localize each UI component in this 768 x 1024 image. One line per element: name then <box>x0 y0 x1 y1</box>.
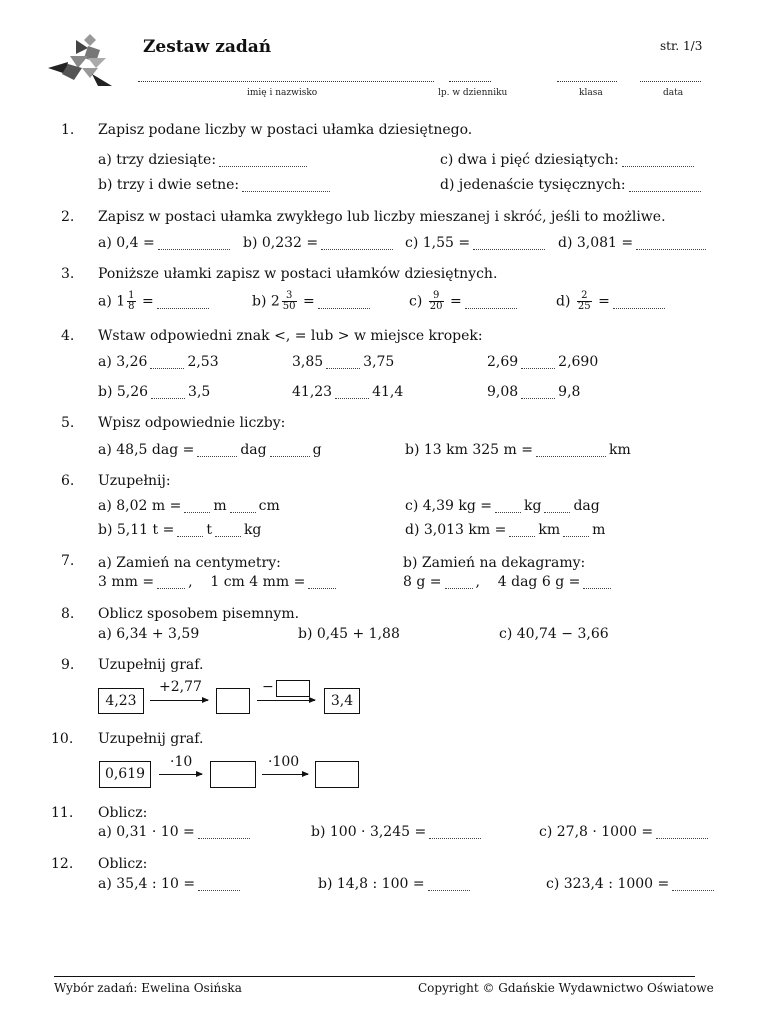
answer-blank[interactable] <box>521 397 555 399</box>
task-4-r1-2: 3,85 3,75 <box>292 354 395 370</box>
task-7a-items: 3 mm = , 1 cm 4 mm = <box>98 574 339 590</box>
task-9-number: 9. <box>61 657 75 673</box>
task-1d: d) jedenaście tysięcznych: <box>440 177 704 193</box>
answer-blank[interactable] <box>151 397 185 399</box>
task-12c: c) 323,4 : 1000 = <box>546 876 717 892</box>
answer-blank[interactable] <box>563 535 589 537</box>
footer-author: Wybór zadań: Ewelina Osińska <box>54 981 242 995</box>
task-8a: a) 6,34 + 3,59 <box>98 626 200 642</box>
answer-blank[interactable] <box>157 307 209 309</box>
name-field-line[interactable] <box>138 81 434 82</box>
register-number-field-label: lp. w dzienniku <box>438 88 508 98</box>
answer-blank[interactable] <box>270 455 310 457</box>
task-4-number: 4. <box>61 328 75 344</box>
task-1c: c) dwa i pięć dziesiątych: <box>440 152 697 168</box>
task-2d: d) 3,081 = <box>558 235 709 251</box>
answer-blank[interactable] <box>326 367 360 369</box>
name-field-label: imię i nazwisko <box>247 88 318 98</box>
answer-blank[interactable] <box>184 511 210 513</box>
task-5b: b) 13 km 325 m = km <box>405 442 631 458</box>
answer-blank[interactable] <box>544 511 570 513</box>
graph-9-middle-box[interactable] <box>216 688 250 714</box>
task-3a: a) 1 $\frac{1}{8}$ = <box>98 291 212 312</box>
footer-divider <box>54 976 695 977</box>
task-11b: b) 100 · 3,245 = <box>311 824 484 840</box>
page-title: Zestaw zadań <box>143 37 272 57</box>
task-4-r1-3: 2,69 2,690 <box>487 354 599 370</box>
task-2-text: Zapisz w postaci ułamka zwykłego lub liczby mieszanej i skróć, jeśli to możliwe. <box>98 209 666 225</box>
task-12-text: Oblicz: <box>98 856 148 872</box>
task-5a: a) 48,5 dag = dag g <box>98 442 322 458</box>
answer-blank[interactable] <box>509 535 535 537</box>
task-6-text: Uzupełnij: <box>98 473 171 489</box>
class-field-line[interactable] <box>557 81 617 82</box>
task-1-text: Zapisz podane liczby w postaci ułamka dziesiętnego. <box>98 122 473 138</box>
answer-blank[interactable] <box>465 307 517 309</box>
task-11c: c) 27,8 · 1000 = <box>539 824 711 840</box>
task-2a: a) 0,4 = <box>98 235 233 251</box>
task-2b: b) 0,232 = <box>243 235 396 251</box>
answer-blank[interactable] <box>629 190 701 192</box>
answer-blank[interactable] <box>583 587 611 589</box>
graph-10-end-box[interactable] <box>315 761 359 788</box>
graph-10-op2: ·100 <box>268 754 300 770</box>
task-11-number: 11. <box>51 805 74 821</box>
task-10-number: 10. <box>51 731 74 747</box>
graph-10-arrow-2 <box>262 774 308 775</box>
answer-blank[interactable] <box>198 837 250 839</box>
task-1a: a) trzy dziesiąte: <box>98 152 310 168</box>
answer-blank[interactable] <box>473 248 545 250</box>
answer-blank[interactable] <box>521 367 555 369</box>
answer-blank[interactable] <box>622 165 694 167</box>
answer-blank[interactable] <box>445 587 473 589</box>
task-6b: b) 5,11 t = t kg <box>98 522 262 538</box>
graph-9-op2: − <box>262 679 274 695</box>
graph-10-start-box: 0,619 <box>99 761 151 788</box>
answer-blank[interactable] <box>318 307 370 309</box>
task-10-text: Uzupełnij graf. <box>98 731 204 747</box>
task-3b: b) 2 $\frac{3}{50}$ = <box>252 291 373 312</box>
answer-blank[interactable] <box>656 837 708 839</box>
task-11-text: Oblicz: <box>98 805 148 821</box>
graph-9-start-box: 4,23 <box>98 688 144 714</box>
task-2c: c) 1,55 = <box>405 235 548 251</box>
task-4-text: Wstaw odpowiedni znak <, = lub > w miejsce kropek: <box>98 328 483 344</box>
graph-9-arrow-1 <box>150 700 208 701</box>
task-7a-text: a) Zamień na centymetry: <box>98 555 281 571</box>
answer-blank[interactable] <box>230 511 256 513</box>
answer-blank[interactable] <box>219 165 307 167</box>
register-number-field-line[interactable] <box>449 81 491 82</box>
task-12a: a) 35,4 : 10 = <box>98 876 243 892</box>
answer-blank[interactable] <box>158 248 230 250</box>
task-8b: b) 0,45 + 1,88 <box>298 626 400 642</box>
graph-10-op1: ·10 <box>170 754 193 770</box>
task-5-number: 5. <box>61 415 75 431</box>
task-6a: a) 8,02 m = m cm <box>98 498 280 514</box>
task-3d: d) $\frac{2}{25}$ = <box>556 291 668 312</box>
task-3-number: 3. <box>61 266 75 282</box>
task-4-r1-1: a) 3,26 2,53 <box>98 354 219 370</box>
answer-blank[interactable] <box>335 397 369 399</box>
footer-copyright: Copyright © Gdańskie Wydawnictwo Oświatowe <box>418 981 714 995</box>
graph-9-op-box[interactable] <box>276 680 310 697</box>
answer-blank[interactable] <box>536 455 606 457</box>
answer-blank[interactable] <box>242 190 330 192</box>
answer-blank[interactable] <box>308 587 336 589</box>
task-8c: c) 40,74 − 3,66 <box>499 626 609 642</box>
answer-blank[interactable] <box>429 837 481 839</box>
task-8-text: Oblicz sposobem pisemnym. <box>98 606 300 622</box>
answer-blank[interactable] <box>157 587 185 589</box>
task-1b: b) trzy i dwie setne: <box>98 177 333 193</box>
answer-blank[interactable] <box>672 889 714 891</box>
answer-blank[interactable] <box>198 889 240 891</box>
task-6d: d) 3,013 km = km m <box>405 522 606 538</box>
answer-blank[interactable] <box>495 511 521 513</box>
task-7-number: 7. <box>61 553 75 569</box>
task-12-number: 12. <box>51 856 74 872</box>
task-3c: c) $\frac{9}{20}$ = <box>409 291 520 312</box>
answer-blank[interactable] <box>613 307 665 309</box>
task-5-text: Wpisz odpowiednie liczby: <box>98 415 286 431</box>
graph-9-op1: +2,77 <box>159 679 202 695</box>
answer-blank[interactable] <box>636 248 706 250</box>
task-7b-items: 8 g = , 4 dag 6 g = <box>403 574 614 590</box>
task-4-r2-2: 41,23 41,4 <box>292 384 404 400</box>
task-9-text: Uzupełnij graf. <box>98 657 204 673</box>
task-7b-text: b) Zamień na dekagramy: <box>403 555 586 571</box>
task-6-number: 6. <box>61 473 75 489</box>
answer-blank[interactable] <box>150 367 184 369</box>
task-11a: a) 0,31 · 10 = <box>98 824 253 840</box>
task-6c: c) 4,39 kg = kg dag <box>405 498 600 514</box>
task-8-number: 8. <box>61 606 75 622</box>
graph-10-arrow-1 <box>159 774 202 775</box>
answer-blank[interactable] <box>197 455 237 457</box>
date-field-line[interactable] <box>640 81 701 82</box>
graph-10-middle-box[interactable] <box>210 761 256 788</box>
task-4-r2-3: 9,08 9,8 <box>487 384 581 400</box>
date-field-label: data <box>663 88 684 98</box>
task-12b: b) 14,8 : 100 = <box>318 876 473 892</box>
answer-blank[interactable] <box>177 535 203 537</box>
task-4-r2-1: b) 5,26 3,5 <box>98 384 211 400</box>
answer-blank[interactable] <box>215 535 241 537</box>
answer-blank[interactable] <box>428 889 470 891</box>
answer-blank[interactable] <box>321 248 393 250</box>
class-field-label: klasa <box>579 88 603 98</box>
task-3-text: Poniższe ułamki zapisz w postaci ułamków dziesiętnych. <box>98 266 498 282</box>
task-1-number: 1. <box>61 122 75 138</box>
task-2-number: 2. <box>61 209 75 225</box>
publisher-logo <box>48 34 114 88</box>
page-number: str. 1/3 <box>660 39 703 53</box>
graph-9-end-box: 3,4 <box>324 688 360 714</box>
graph-9-arrow-2 <box>257 700 315 701</box>
